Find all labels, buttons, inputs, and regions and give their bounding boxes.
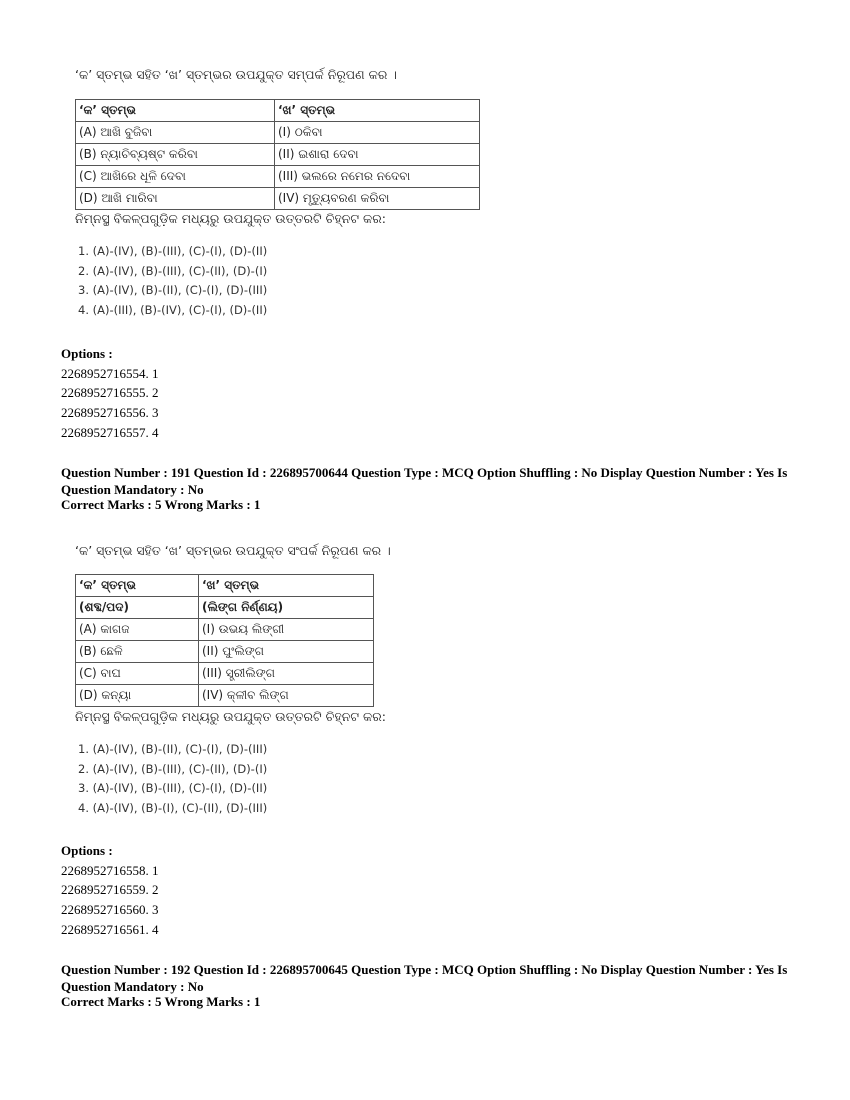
table-header-cell: (ଲିଙ୍ଗ ନିର୍ଣ୍ଣୟ) (199, 597, 374, 619)
table-cell: (II) ଇଶାରା ଦେବା (275, 144, 480, 166)
question-header: Question Number : 192 Question Id : 226895700645 Question Type : MCQ Option Shuffling : No Display Question Number : Yes Is Question Mandatory : No (61, 962, 788, 994)
table-cell: (IV) କ୍ଳୀବ ଲିଙ୍ଗ (199, 685, 374, 707)
option-item: 2268952716556. 3 (61, 405, 159, 421)
choose-instruction: ନିମ୍ନସ୍ଥ ବିକଳ୍ପଗୁଡ଼ିକ ମଧ୍ୟରୁ ଉପଯୁକ୍ତ ଉତ୍ତରଟି ଚିହ୍ନଟ କର: (75, 211, 386, 226)
question-header: Question Number : 191 Question Id : 226895700644 Question Type : MCQ Option Shuffling : No Display Question Number : Yes Is Question Mandatory : No (61, 465, 788, 497)
match-table (75, 574, 374, 707)
table-header-row (76, 575, 374, 597)
table-header-cell: ‘ଖ’ ସ୍ତମ୍ଭ (275, 100, 480, 122)
list-item: 1. (A)-(IV), (B)-(II), (C)-(I), (D)-(III) (78, 742, 268, 756)
table-header-cell: ‘କ’ ସ୍ତମ୍ଭ (76, 575, 199, 597)
answer-choices (78, 740, 267, 818)
table-cell: (I) ଠକିବା (275, 122, 480, 144)
table-row (76, 685, 374, 707)
list-item: 4. (A)-(III), (B)-(IV), (C)-(I), (D)-(II) (78, 302, 268, 317)
table-cell: (A) ଆଖି ବୁଜିବା (76, 122, 275, 144)
option-item: 2268952716561. 4 (61, 921, 159, 937)
table-cell: (D) କନ୍ୟା (76, 685, 199, 707)
answer-choices (78, 242, 267, 320)
list-item: 3. (A)-(IV), (B)-(III), (C)-(I), (D)-(II) (78, 781, 268, 795)
list-item: 4. (A)-(IV), (B)-(I), (C)-(II), (D)-(III) (78, 800, 268, 815)
choose-instruction: ନିମ୍ନସ୍ଥ ବିକଳ୍ପଗୁଡ଼ିକ ମଧ୍ୟରୁ ଉପଯୁକ୍ତ ଉତ୍ତରଟି ଚିହ୍ନଟ କର: (75, 709, 386, 724)
table-cell: (II) ପୁଂଲିଙ୍ଗ (199, 641, 374, 663)
table-cell: (B) ଛେଳି (76, 641, 199, 663)
question-instruction: ‘କ’ ସ୍ତମ୍ଭ ସହିତ ‘ଖ’ ସ୍ତମ୍ଭର ଉପଯୁକ୍ତ ସମ୍ପର୍କ ନିରୂପଣ କର । (75, 67, 397, 82)
question-marks: Correct Marks : 5 Wrong Marks : 1 (61, 994, 261, 1009)
options-block (61, 344, 159, 442)
table-cell: (C) ଆଖିରେ ଧୂଳି ଦେବା (76, 166, 275, 188)
table-row (76, 122, 480, 144)
table-row (76, 663, 374, 685)
table-cell: (I) ଉଭୟ ଲିଙ୍ଗୀ (199, 619, 374, 641)
option-item: 2268952716554. 1 (61, 365, 159, 381)
table-header-cell: ‘କ’ ସ୍ତମ୍ଭ (76, 100, 275, 122)
list-item: 2. (A)-(IV), (B)-(III), (C)-(II), (D)-(I) (78, 263, 268, 278)
option-item: 2268952716559. 2 (61, 882, 159, 898)
option-item: 2268952716555. 2 (61, 385, 159, 401)
option-item: 2268952716557. 4 (61, 424, 159, 440)
list-item: 1. (A)-(IV), (B)-(III), (C)-(I), (D)-(II) (78, 244, 268, 258)
table-cell: (III) ଭଲରେ ନମେର ନଦେବା (275, 166, 480, 188)
question-instruction: ‘କ’ ସ୍ତମ୍ଭ ସହିତ ‘ଖ’ ସ୍ତମ୍ଭର ଉପଯୁକ୍ତ ସଂପର୍କ ନିରୂପଣ କର । (75, 543, 391, 558)
table-cell: (III) ସ୍ତ୍ରୀଲିଙ୍ଗ (199, 663, 374, 685)
table-row (76, 166, 480, 188)
question-marks: Correct Marks : 5 Wrong Marks : 1 (61, 497, 261, 512)
table-cell: (IV) ମୃତ୍ୟୁବରଣ କରିବା (275, 188, 480, 210)
table-subheader-row (76, 597, 374, 619)
options-title: Options : (61, 843, 113, 858)
table-header-cell: (ଶବ୍ଦ/ପଦ) (76, 597, 199, 619)
list-item: 2. (A)-(IV), (B)-(III), (C)-(II), (D)-(I) (78, 761, 268, 776)
options-block (61, 841, 159, 939)
table-row (76, 619, 374, 641)
table-row (76, 641, 374, 663)
list-item: 3. (A)-(IV), (B)-(II), (C)-(I), (D)-(III) (78, 283, 268, 297)
options-title: Options : (61, 346, 113, 361)
table-row (76, 144, 480, 166)
table-header-cell: ‘ଖ’ ସ୍ତମ୍ଭ (199, 575, 374, 597)
option-item: 2268952716558. 1 (61, 862, 159, 878)
table-cell: (D) ଆଖି ମାରିବା (76, 188, 275, 210)
table-row (76, 188, 480, 210)
table-cell: (A) କାଗଜ (76, 619, 199, 641)
option-item: 2268952716560. 3 (61, 902, 159, 918)
table-header-row (76, 100, 480, 122)
table-cell: (B) ନ୍ୟାଚିବ୍ୟଷ୍ଟ କରିବା (76, 144, 275, 166)
table-cell: (C) ବାଘ (76, 663, 199, 685)
match-table (75, 99, 480, 210)
